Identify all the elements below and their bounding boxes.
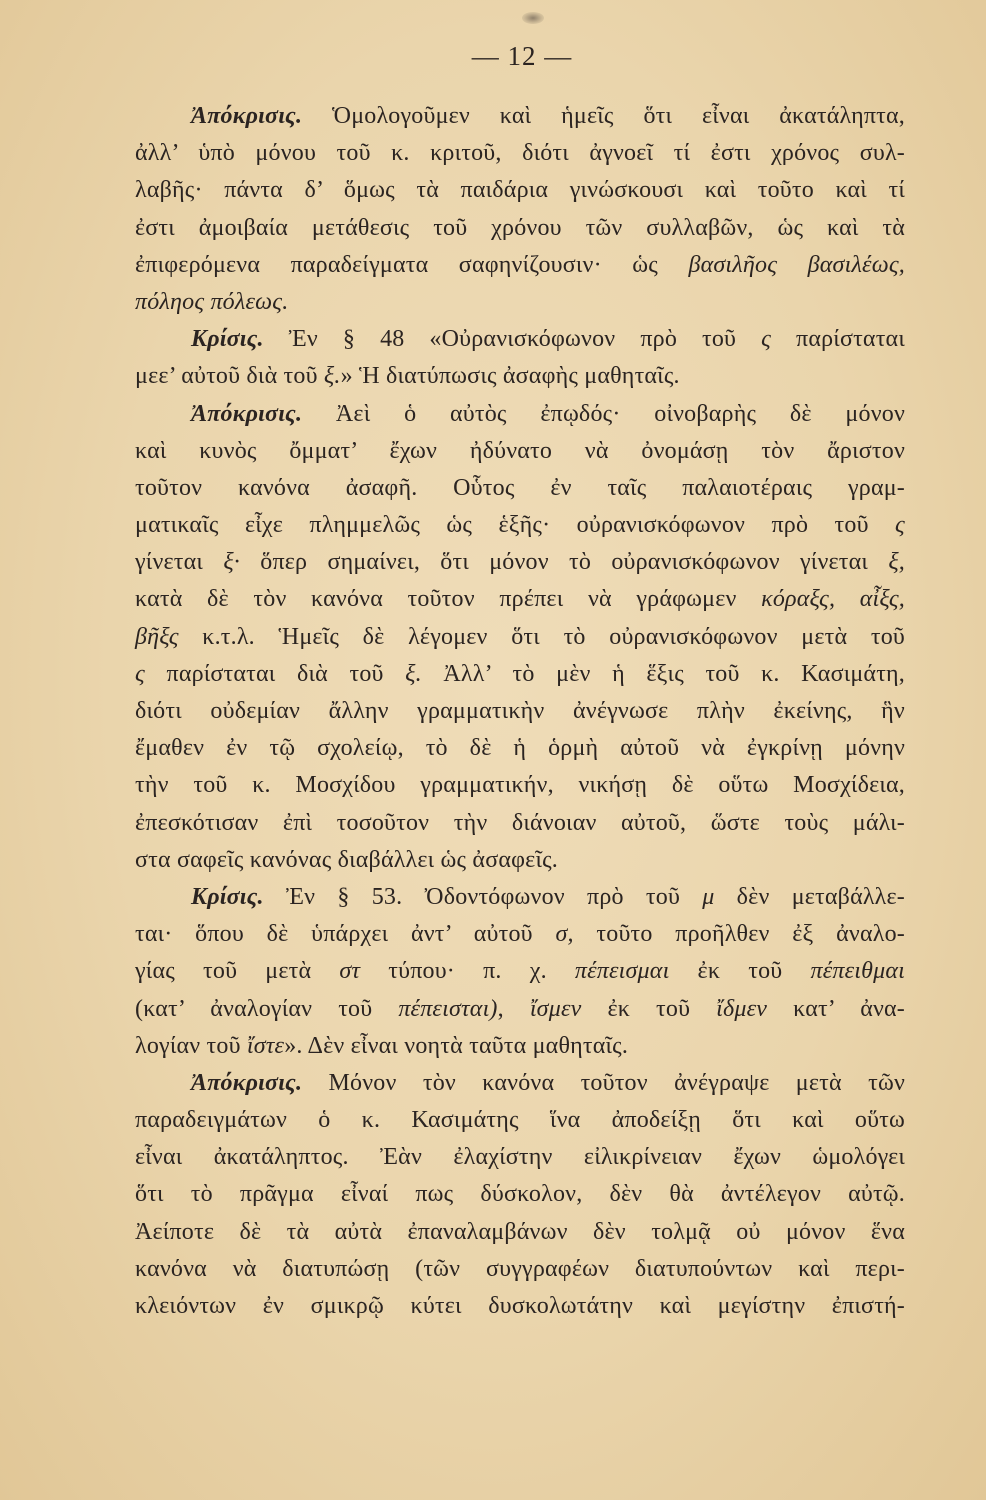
page-body-text (135, 98, 905, 1325)
italic-term: ἴστε (246, 1032, 285, 1059)
text-line (135, 1251, 905, 1288)
italic-term: πόληος πόλεως. (135, 288, 289, 315)
text-segment: παρίσταται διὰ τοῦ (144, 660, 406, 687)
text-line (135, 916, 905, 953)
text-segment: , (497, 995, 530, 1022)
text-segment: ἀλλ’ ὑπὸ μόνου τοῦ κ. κριτοῦ, διότι ἀγνοεῖ τί ἐστι χρόνος συλ- (135, 140, 905, 167)
text-line (135, 656, 905, 693)
text-segment: παραδειγμάτων ὁ κ. Κασιμάτης ἵνα ἀποδείξῃ ὅτι καὶ οὕτω (135, 1107, 905, 1134)
section-label: Κρίσις. (191, 883, 264, 910)
text-line (135, 1176, 905, 1213)
paragraph (135, 879, 905, 1065)
text-segment: διότι οὐδεμίαν ἄλλην γραμματικὴν ἀνέγνωσε πλὴν ἐκείνης, ἣν (135, 698, 905, 724)
text-segment: κατ’ ἀνα- (767, 995, 905, 1022)
text-line (135, 507, 905, 544)
text-line (135, 433, 905, 470)
text-line (135, 767, 905, 804)
italic-term: μ (702, 883, 715, 910)
text-line (135, 619, 905, 656)
italic-term: βασιλῆος βασιλέως, (688, 251, 905, 278)
text-segment: ὅπερ σημαίνει, ὅτι μόνον τὸ οὐρανισκόφωνον γίνεται (240, 549, 889, 576)
text-segment: Ἀλλ’ τὸ μὲν ἡ ἕξις τοῦ κ. Κασιμάτη, (421, 660, 905, 687)
text-segment: τύπου· π. χ. (360, 958, 575, 985)
text-segment: ἐστι ἀμοιβαία μετάθεσις τοῦ χρόνου τῶν συλλαβῶν, ὡς καὶ τὰ (135, 214, 905, 241)
text-line (135, 1214, 905, 1251)
italic-term: ξ, (888, 549, 905, 576)
text-line (135, 284, 905, 321)
text-segment: ἐπεσκότισαν ἐπὶ τοσοῦτον τὴν διάνοιαν αὐτοῦ, ὥστε τοὺς μάλι- (135, 809, 905, 836)
italic-term: πέπεισται) (398, 995, 498, 1022)
text-segment: γίας τοῦ μετὰ (135, 958, 340, 985)
italic-term: ς (761, 326, 772, 353)
text-segment: Ἀείποτε δὲ τὰ αὐτὰ ἐπαναλαμβάνων δὲν τολμᾷ οὐ μόνον ἕνα (135, 1218, 905, 1245)
text-segment: κανόνα νὰ διατυπώσῃ (τῶν συγγραφέων διατυπούντων καὶ περι- (135, 1255, 905, 1282)
paragraph (135, 396, 905, 879)
text-segment: ὅτι τὸ πρᾶγμα εἶναί πως δύσκολον, δὲν θὰ ἀντέλεγον αὐτῷ. (135, 1181, 905, 1208)
text-line (135, 953, 905, 990)
text-segment: τοῦτον κανόνα ἀσαφῆ. Οὗτος ἐν ταῖς παλαιοτέραις γραμ- (135, 474, 905, 501)
text-segment: Ἐν § 53. Ὀδοντόφωνον πρὸ τοῦ (263, 883, 703, 910)
text-line (135, 1065, 905, 1102)
text-line (135, 321, 905, 358)
paragraph (135, 321, 905, 395)
italic-term: ς (135, 660, 145, 687)
text-segment: γίνεται (135, 549, 224, 576)
italic-term: ἴδμεν (716, 995, 768, 1022)
text-line (135, 1102, 905, 1139)
text-segment: κλειόντων ἐν σμικρῷ κύτει δυσκολωτάτην καὶ μεγίστην ἐπιστή- (135, 1293, 905, 1319)
text-segment: ». Δὲν εἶναι νοητὰ ταῦτα μαθηταῖς. (284, 1032, 629, 1059)
text-segment: κατὰ δὲ τὸν κανόνα τοῦτον πρέπει νὰ γράφωμεν (135, 586, 762, 613)
section-label: Ἀπόκρισις. (191, 103, 303, 129)
text-line (135, 358, 905, 395)
text-segment: τοῦτο προῆλθεν ἐξ ἀναλο- (573, 921, 905, 948)
text-segment: μεε’ αὐτοῦ διὰ τοῦ (135, 363, 324, 390)
paragraph (135, 98, 905, 321)
text-segment: λαβῆς· πάντα δ’ ὅμως τὰ παιδάρια γινώσκουσι καὶ τοῦτο καὶ τί (135, 177, 905, 204)
text-line (135, 172, 905, 209)
text-line (135, 1028, 905, 1065)
italic-term: ἴσμεν (529, 995, 582, 1022)
text-segment: ἔμαθεν ἐν τῷ σχολείῳ, τὸ δὲ ἡ ὁρμὴ αὐτοῦ νὰ ἐγκρίνῃ μόνην (135, 735, 905, 762)
italic-term: ξ· (223, 549, 241, 576)
text-line (135, 247, 905, 284)
text-segment: Ἐν § 48 «Οὐρανισκόφωνον πρὸ τοῦ (263, 326, 762, 353)
text-line (135, 470, 905, 507)
text-line (135, 210, 905, 247)
text-segment: (κατ’ ἀναλογίαν τοῦ (135, 995, 399, 1022)
text-segment: λογίαν τοῦ (135, 1032, 247, 1059)
italic-term: βῆξς (135, 623, 179, 650)
text-segment: ἐκ τοῦ (669, 958, 811, 985)
section-label: Ἀπόκρισις. (191, 400, 303, 427)
text-line (135, 1139, 905, 1176)
text-line (135, 730, 905, 767)
italic-term: ξ. (405, 660, 422, 687)
text-segment: » Ἡ διατύπωσις ἀσαφὴς μαθηταῖς. (340, 363, 680, 390)
italic-term: κόραξς, αἶξς, (761, 586, 905, 613)
text-segment: εἶναι ἀκατάληπτος. Ἐὰν ἐλαχίστην εἰλικρίνειαν ἔχων ὡμολόγει (135, 1144, 905, 1171)
text-line (135, 135, 905, 172)
text-segment: δὲν μεταβάλλε- (714, 883, 905, 910)
text-segment: κ.τ.λ. Ἡμεῖς δὲ λέγομεν ὅτι τὸ οὐρανισκόφωνον μετὰ τοῦ (178, 623, 905, 650)
text-segment: παρίσταται (771, 326, 905, 353)
text-line (135, 581, 905, 618)
text-line (135, 693, 905, 730)
italic-term: ξ. (323, 363, 341, 390)
text-line (135, 1288, 905, 1325)
italic-term: πέπεισμαι (574, 958, 670, 985)
text-segment: Ὁμολογοῦμεν καὶ ἡμεῖς ὅτι εἶναι ἀκατάληπτα, (302, 103, 905, 129)
page-number: — 12 — (471, 41, 573, 71)
text-segment: στα σαφεῖς κανόνας διαβάλλει ὡς ἀσαφεῖς. (135, 846, 559, 873)
text-segment: ται· ὅπου δὲ ὑπάρχει ἀντ’ αὐτοῦ (135, 921, 556, 948)
text-line (135, 991, 905, 1028)
text-line (135, 879, 905, 916)
italic-term: πέπειθμαι (810, 958, 905, 985)
text-line (135, 805, 905, 842)
text-segment: Μόνον τὸν κανόνα τοῦτον ἀνέγραψε μετὰ τῶν (302, 1069, 905, 1096)
ink-smudge (522, 12, 544, 24)
text-segment: ἐκ τοῦ (581, 995, 717, 1022)
section-label: Ἀπόκρισις. (191, 1069, 303, 1096)
text-line (135, 544, 905, 581)
text-segment: ματικαῖς εἶχε πλημμελῶς ὡς ἑξῆς· οὐρανισκόφωνον πρὸ τοῦ (135, 512, 896, 539)
paragraph (135, 1065, 905, 1325)
section-label: Κρίσις. (191, 326, 264, 353)
text-segment: τὴν τοῦ κ. Μοσχίδου γραμματικήν, νικήσῃ δὲ οὕτω Μοσχίδεια, (135, 772, 905, 799)
text-segment: καὶ κυνὸς ὄμματ’ ἔχων ἠδύνατο νὰ ὀνομάσῃ τὸν ἄριστον (135, 437, 905, 464)
italic-term: ς (895, 512, 905, 539)
italic-term: σ, (555, 921, 574, 948)
text-line (135, 842, 905, 879)
text-segment: ἐπιφερόμενα παραδείγματα σαφηνίζουσιν· ὡς (135, 251, 689, 278)
italic-term: στ (339, 958, 361, 985)
text-segment: Ἀεὶ ὁ αὐτὸς ἐπῳδός· οἰνοβαρὴς δὲ μόνον (302, 400, 905, 427)
text-line (135, 396, 905, 433)
text-line (135, 98, 905, 135)
